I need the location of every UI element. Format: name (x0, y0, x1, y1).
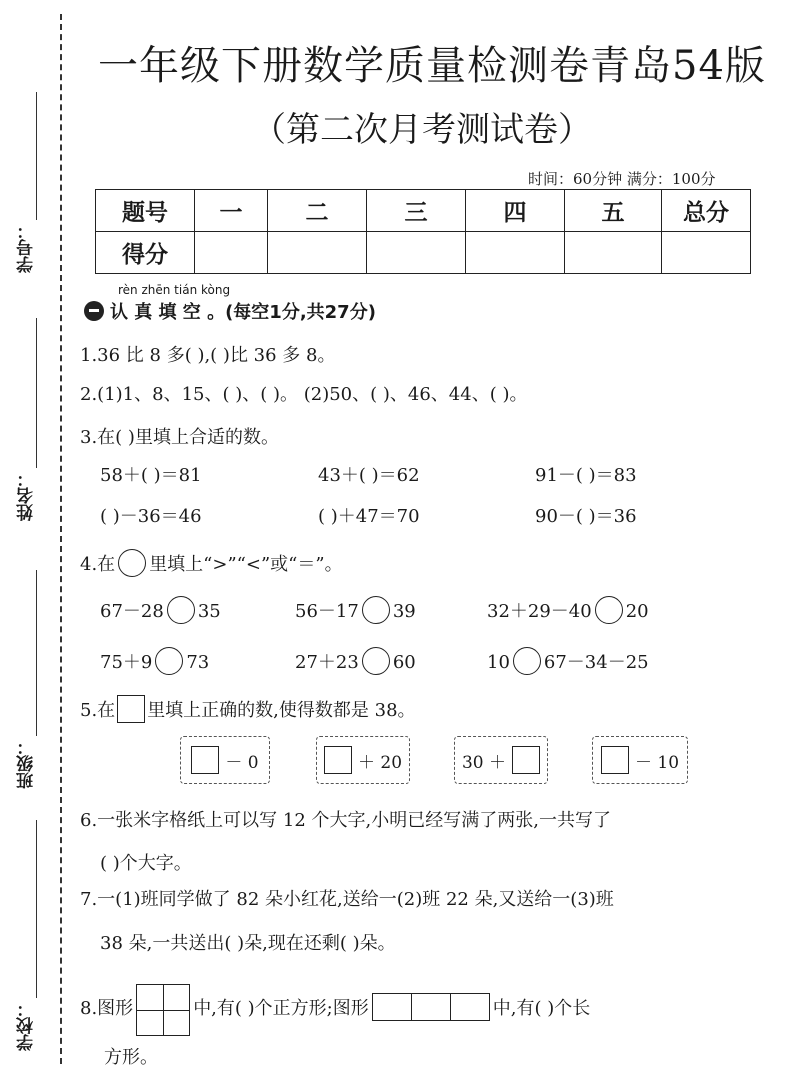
q5-text-pre: 5.在 (80, 700, 116, 721)
q4-item (100, 596, 221, 624)
q5-box-text: 30 ＋ (461, 752, 507, 773)
answer-square[interactable] (191, 746, 219, 774)
q4-right: 39 (392, 601, 416, 622)
question-2: 2.(1)1、8、15、( )、( )。 (2)50、( )、46、44、( )。 (80, 384, 528, 405)
square-grid-figure (136, 984, 190, 1036)
q3-item: 90－( )＝36 (535, 506, 637, 527)
q5-box (180, 736, 270, 784)
q4-item (487, 596, 649, 624)
section-title (84, 298, 376, 324)
compare-circle-icon (118, 549, 146, 577)
header-cell: 三 (367, 190, 466, 232)
q4-left: 27＋23 (295, 652, 359, 673)
answer-square[interactable] (601, 746, 629, 774)
score-cell[interactable] (565, 232, 662, 274)
answer-square[interactable] (324, 746, 352, 774)
question-6-line1: 6.一张米字格纸上可以写 12 个大字,小明已经写满了两张,一共写了 (80, 810, 611, 831)
rectangle-grid-figure (372, 993, 490, 1021)
school-label: 学校： (17, 1000, 37, 1051)
question-7-line1: 7.一(1)班同学做了 82 朵小红花,送给一(2)班 22 朵,又送给一(3)班 (80, 889, 614, 910)
header-cell: 一 (195, 190, 268, 232)
question-1: 1.36 比 8 多( ),( )比 36 多 8。 (80, 345, 336, 366)
q8-text-b: 中,有( )个正方形;图形 (193, 998, 369, 1019)
score-cell[interactable] (662, 232, 751, 274)
page-title: 一年级下册数学质量检测卷青岛54版 (98, 43, 766, 89)
q3-item: 43＋( )＝62 (318, 465, 420, 486)
q4-right: 73 (186, 652, 210, 673)
answer-circle[interactable] (595, 596, 623, 624)
score-cell[interactable] (367, 232, 466, 274)
answer-circle[interactable] (362, 647, 390, 675)
name-blank[interactable] (36, 318, 37, 468)
name-label: 姓名： (17, 470, 37, 521)
section-pinyin: rèn zhēn tián kòng (118, 283, 231, 297)
q4-item (487, 647, 649, 675)
q4-right: 35 (197, 601, 221, 622)
student-number-blank[interactable] (36, 92, 37, 220)
question-6-line2: ( )个大字。 (100, 853, 192, 874)
q3-item: 91－( )＝83 (535, 465, 637, 486)
q5-box-text: － 10 (634, 752, 680, 773)
student-number-label: 学号： (17, 222, 37, 273)
q5-box-text: － 0 (225, 752, 259, 773)
score-table (95, 189, 751, 274)
q4-right: 67－34－25 (543, 652, 649, 673)
q8-text-c: 中,有( )个长 (492, 998, 591, 1019)
question-8-line1 (80, 984, 590, 1036)
question-5-title (80, 695, 416, 723)
school-blank[interactable] (36, 820, 37, 998)
question-3-title: 3.在( )里填上合适的数。 (80, 427, 279, 448)
q4-left: 67－28 (100, 601, 164, 622)
section-title-text: 认 真 填 空 。(每空1分,共27分) (110, 302, 376, 323)
q4-right: 20 (625, 601, 649, 622)
q4-text-pre: 4.在 (80, 554, 116, 575)
score-table-score-row (96, 232, 751, 274)
class-label: 班级： (17, 738, 37, 789)
q8-text-a: 8.图形 (80, 998, 134, 1019)
q5-box-text: ＋ 20 (357, 752, 403, 773)
score-cell[interactable] (466, 232, 565, 274)
q3-item: ( )＋47＝70 (318, 506, 420, 527)
q4-left: 32＋29－40 (487, 601, 592, 622)
score-cell[interactable] (268, 232, 367, 274)
question-4-title (80, 549, 343, 577)
answer-circle[interactable] (362, 596, 390, 624)
q4-right: 60 (392, 652, 416, 673)
page-subtitle: （第二次月考测试卷） (252, 110, 592, 150)
answer-square-icon (117, 695, 145, 723)
q4-left: 75＋9 (100, 652, 153, 673)
binding-dashed-line (60, 14, 62, 1064)
q4-left: 56－17 (295, 601, 359, 622)
class-blank[interactable] (36, 570, 37, 736)
q4-item (100, 647, 209, 675)
answer-circle[interactable] (167, 596, 195, 624)
score-row-label: 得分 (96, 232, 195, 274)
q5-box (316, 736, 410, 784)
header-cell: 四 (466, 190, 565, 232)
q4-item (295, 647, 416, 675)
question-7-line2: 38 朵,一共送出( )朵,现在还剩( )朵。 (100, 933, 396, 954)
q5-box (592, 736, 688, 784)
section-number-one-icon (84, 301, 104, 321)
time-info: 时间：60分钟 满分：100分 (528, 170, 716, 188)
score-cell[interactable] (195, 232, 268, 274)
question-8-line2: 方形。 (104, 1047, 158, 1068)
score-table-header-row (96, 190, 751, 232)
q3-item: ( )－36＝46 (100, 506, 202, 527)
header-cell: 五 (565, 190, 662, 232)
header-cell: 总分 (662, 190, 751, 232)
q3-item: 58＋( )＝81 (100, 465, 202, 486)
header-cell: 二 (268, 190, 367, 232)
answer-circle[interactable] (513, 647, 541, 675)
header-cell: 题号 (96, 190, 195, 232)
answer-circle[interactable] (155, 647, 183, 675)
q5-text-post: 里填上正确的数,使得数都是 38。 (147, 700, 416, 721)
q4-left: 10 (487, 652, 510, 673)
q5-box (454, 736, 548, 784)
q4-item (295, 596, 416, 624)
answer-square[interactable] (512, 746, 540, 774)
q4-text-post: 里填上“>”“<”或“＝”。 (149, 554, 343, 575)
